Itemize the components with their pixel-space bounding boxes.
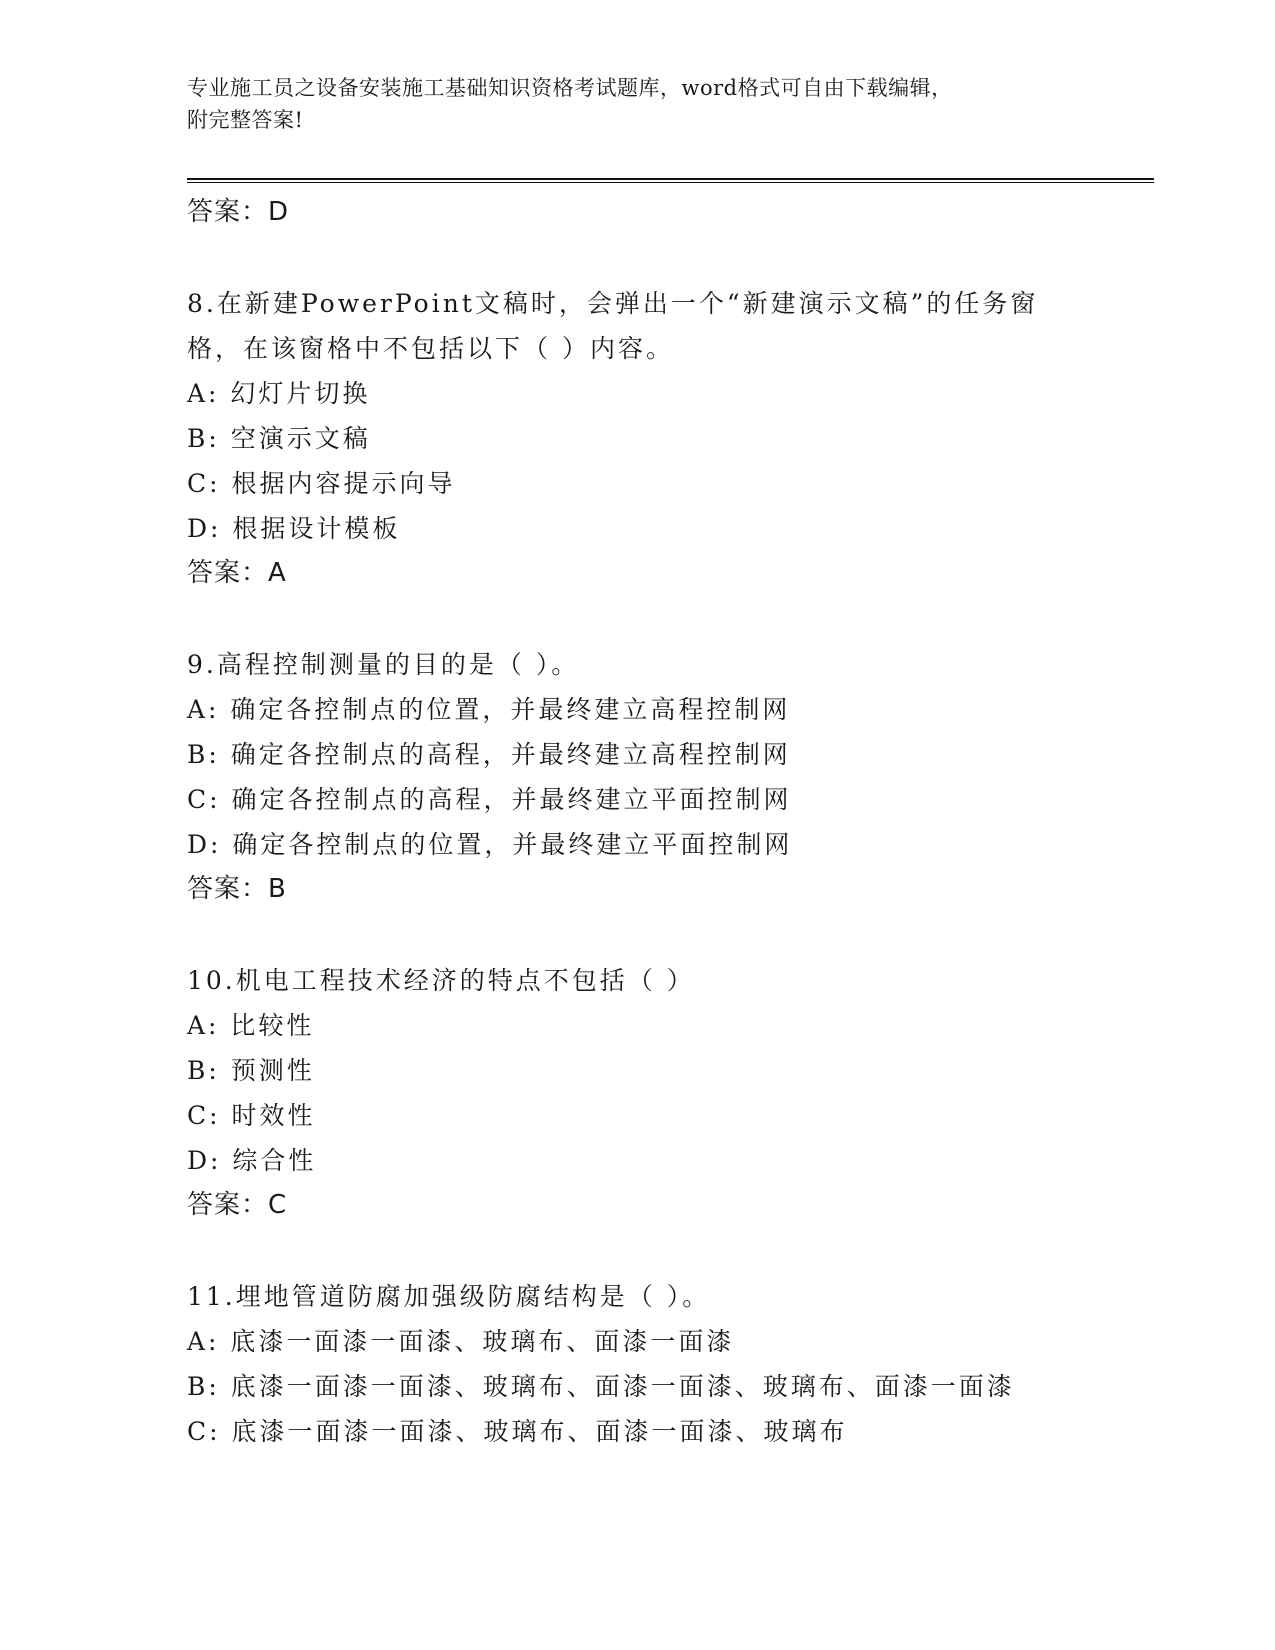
option-a: A: 比较性 <box>187 1011 315 1040</box>
page-header <box>187 72 1087 136</box>
option-d: D: 根据设计模板 <box>187 514 401 543</box>
option-b: B: 底漆一面漆一面漆、玻璃布、面漆一面漆、玻璃布、面漆一面漆 <box>187 1372 1015 1401</box>
spacer <box>187 235 1154 281</box>
question-text: 格，在该窗格中不包括以下（ ）内容。 <box>187 334 674 363</box>
option-c: C: 根据内容提示向导 <box>187 469 456 498</box>
option-c: C: 确定各控制点的高程，并最终建立平面控制网 <box>187 785 792 814</box>
question-text: 8.在新建PowerPoint文稿时，会弹出一个“新建演示文稿”的任务窗 <box>187 289 1039 318</box>
answer-line: 答案：A <box>187 558 287 588</box>
spacer <box>187 1228 1154 1274</box>
spacer <box>187 596 1154 642</box>
option-a: A: 幻灯片切换 <box>187 379 371 408</box>
question-list <box>187 190 1154 1454</box>
question-text: 10.机电工程技术经济的特点不包括（ ） <box>187 966 695 995</box>
header-divider <box>187 178 1154 183</box>
option-c: C: 时效性 <box>187 1101 316 1130</box>
option-d: D: 确定各控制点的位置，并最终建立平面控制网 <box>187 830 793 859</box>
question-text: 11.埋地管道防腐加强级防腐结构是（ ）。 <box>187 1282 711 1311</box>
option-b: B: 空演示文稿 <box>187 424 371 453</box>
option-b: B: 预测性 <box>187 1056 315 1085</box>
header-line-2: 附完整答案! <box>187 108 304 132</box>
header-line-1: 专业施工员之设备安装施工基础知识资格考试题库，word格式可自由下载编辑， <box>187 76 953 100</box>
option-d: D: 综合性 <box>187 1146 317 1175</box>
option-b: B: 确定各控制点的高程，并最终建立高程控制网 <box>187 740 791 769</box>
option-a: A: 底漆一面漆一面漆、玻璃布、面漆一面漆 <box>187 1327 735 1356</box>
option-a: A: 确定各控制点的位置，并最终建立高程控制网 <box>187 695 791 724</box>
answer-line: 答案：C <box>187 1190 288 1220</box>
answer-line: 答案：D <box>187 197 290 227</box>
question-text: 9.高程控制测量的目的是（ ）。 <box>187 650 580 679</box>
option-c: C: 底漆一面漆一面漆、玻璃布、面漆一面漆、玻璃布 <box>187 1417 848 1446</box>
answer-line: 答案：B <box>187 874 287 904</box>
spacer <box>187 912 1154 958</box>
